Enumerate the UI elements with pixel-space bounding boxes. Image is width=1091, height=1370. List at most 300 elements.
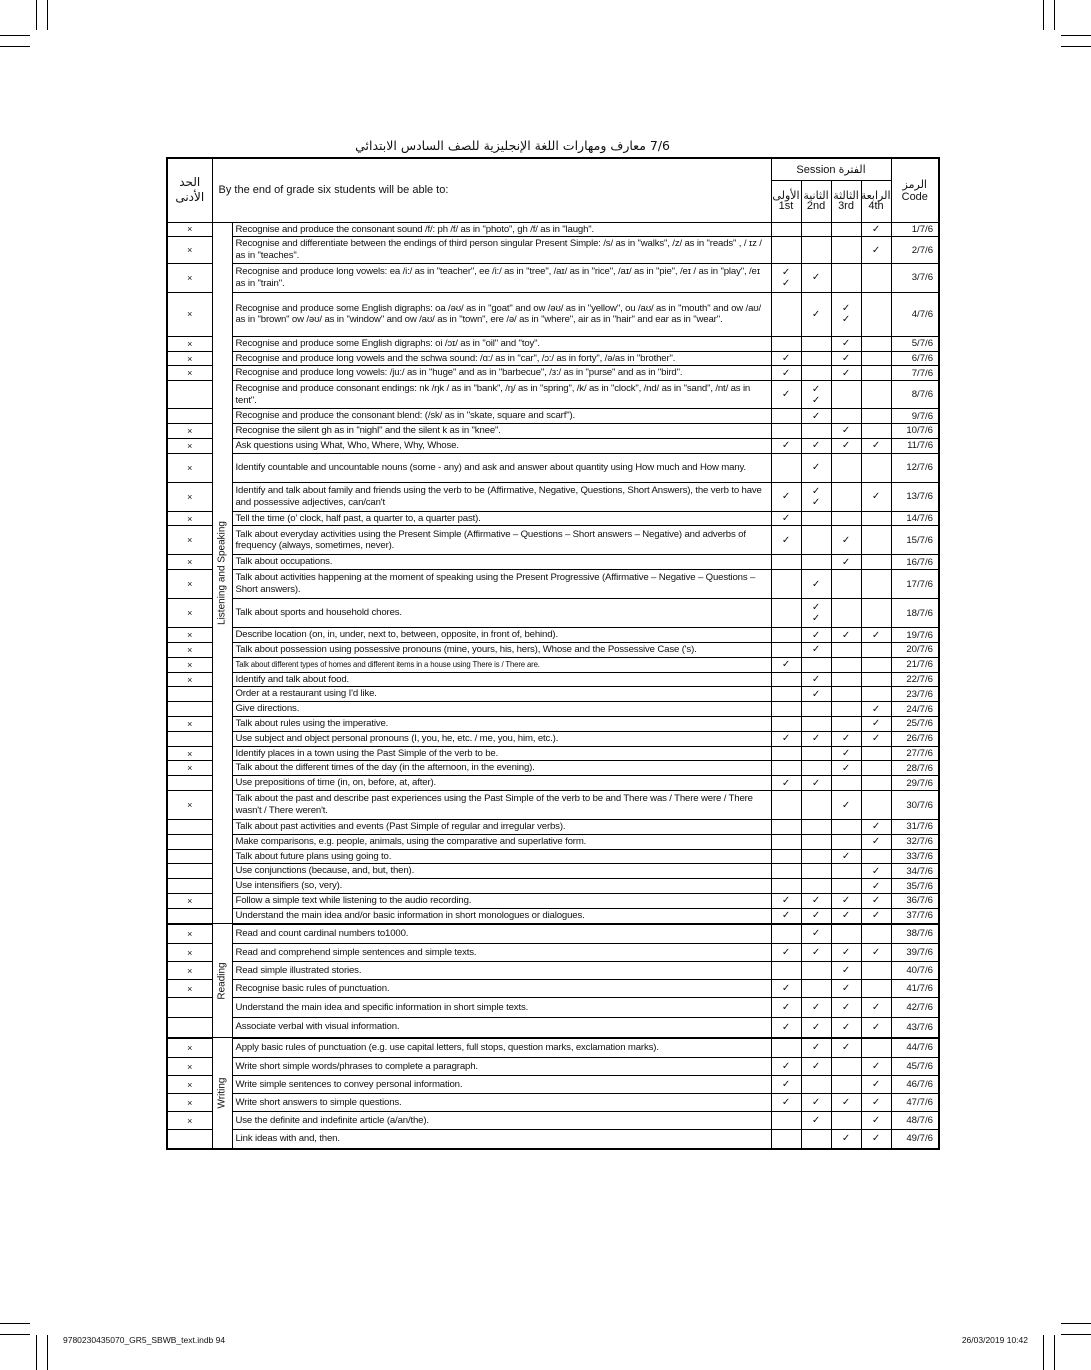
session-4-check [861, 849, 891, 864]
session-3-check [831, 263, 861, 292]
outcome-code: 8/7/6 [891, 381, 939, 409]
min-mark: × [167, 1058, 212, 1076]
table-row [167, 1018, 939, 1038]
session-4-check: ✓ [861, 894, 891, 909]
outcome-code: 20/7/6 [891, 643, 939, 658]
table-row [167, 657, 939, 672]
outcome-description: Talk about different types of homes and different items in a house using There is / There are. [232, 657, 771, 672]
session-3-check: ✓ [831, 849, 861, 864]
session-1-check [771, 672, 801, 687]
session-4-check [861, 791, 891, 820]
crop-mark [1054, 1335, 1055, 1370]
session-1-check [771, 1038, 801, 1058]
outcome-code: 35/7/6 [891, 879, 939, 894]
outcome-code: 15/7/6 [891, 526, 939, 555]
session-2-check [801, 864, 831, 879]
table-row [167, 482, 939, 511]
session-4-check [861, 599, 891, 628]
outcome-code: 4/7/6 [891, 292, 939, 336]
session-3-check [831, 657, 861, 672]
session-1-check: ✓ [771, 1058, 801, 1076]
min-mark: × [167, 628, 212, 643]
min-mark [167, 908, 212, 923]
min-mark: × [167, 643, 212, 658]
session-1-check [771, 599, 801, 628]
table-row [167, 1038, 939, 1058]
outcome-description: Identify places in a town using the Past Simple of the verb to be. [232, 746, 771, 761]
min-mark [167, 776, 212, 791]
session-4-check [861, 672, 891, 687]
skill-label: Listening and Speaking [216, 520, 228, 625]
session-1-check: ✓ [771, 731, 801, 746]
session-1-check: ✓ [771, 908, 801, 923]
min-mark: × [167, 292, 212, 336]
session-1-check [771, 746, 801, 761]
session-4-check: ✓ [861, 1094, 891, 1112]
session-3-check [831, 702, 861, 717]
crop-mark [1061, 1323, 1091, 1324]
session-4-check [861, 381, 891, 409]
footer-right: 26/03/2019 10:42 [961, 1335, 1028, 1345]
session-1-check [771, 924, 801, 944]
session-4-check [861, 555, 891, 570]
outcome-code: 40/7/6 [891, 962, 939, 980]
session-4-check [861, 570, 891, 599]
min-mark [167, 702, 212, 717]
skill-label: Writing [216, 1077, 228, 1109]
min-mark [167, 1018, 212, 1038]
table-row [167, 791, 939, 820]
outcome-description: Link ideas with and, then. [232, 1130, 771, 1149]
min-mark: × [167, 657, 212, 672]
session-4-check: ✓ [861, 1076, 891, 1094]
session-2-check [801, 980, 831, 998]
table-row [167, 222, 939, 237]
session-4-check [861, 511, 891, 526]
session-3-check: ✓ [831, 366, 861, 381]
outcome-code: 22/7/6 [891, 672, 939, 687]
session-label-ar: الفترة [838, 162, 866, 176]
min-mark: × [167, 924, 212, 944]
outcome-description: Give directions. [232, 702, 771, 717]
skill-label: Reading [216, 961, 228, 1000]
session-2-check [801, 555, 831, 570]
session-4-check [861, 409, 891, 424]
outcome-code: 21/7/6 [891, 657, 939, 672]
crop-mark [1061, 1334, 1091, 1335]
session-4-check: ✓ [861, 702, 891, 717]
crop-mark [1043, 0, 1044, 30]
outcome-code: 27/7/6 [891, 746, 939, 761]
session-2-check [801, 717, 831, 732]
min-mark: × [167, 222, 212, 237]
session-1-check [771, 717, 801, 732]
session-1-check [771, 849, 801, 864]
outcome-description: Talk about the past and describe past experiences using the Past Simple of the verb to be and There was / There were / There wasn't / There weren't. [232, 791, 771, 820]
outcome-code: 42/7/6 [891, 998, 939, 1018]
session-2-check [801, 746, 831, 761]
session-1-check [771, 687, 801, 702]
min-mark: × [167, 980, 212, 998]
session-3-check: ✓ [831, 894, 861, 909]
crop-mark [0, 46, 30, 47]
session-3-check [831, 222, 861, 237]
min-mark [167, 849, 212, 864]
min-mark: × [167, 1076, 212, 1094]
table-row [167, 980, 939, 998]
skill-listening-speaking [212, 222, 232, 924]
session-3-check [831, 717, 861, 732]
session-4-check: ✓ [861, 222, 891, 237]
session-1-check: ✓ [771, 1094, 801, 1112]
session-2-check: ✓ [801, 453, 831, 482]
session-3-check [831, 1058, 861, 1076]
session-1-check: ✓ [771, 482, 801, 511]
session-3-check: ✓ [831, 1094, 861, 1112]
outcome-description: Associate verbal with visual information. [232, 1018, 771, 1038]
outcome-description: Talk about activities happening at the moment of speaking using the Present Progressive (Affirmative – Negative – Questions – Short answers). [232, 570, 771, 599]
session-3-check: ✓ [831, 944, 861, 962]
session-1-check: ✓ [771, 526, 801, 555]
table-row [167, 438, 939, 453]
session-3-check [831, 776, 861, 791]
page-title: 7/6 معارف ومهارات اللغة الإنجليزية للصف السادس الابتدائي [355, 138, 670, 153]
skill-writing [212, 1038, 232, 1149]
min-mark [167, 879, 212, 894]
code-label-ar: الرمز [902, 177, 927, 191]
outcome-code: 33/7/6 [891, 849, 939, 864]
session-4-check [861, 980, 891, 998]
outcome-description: Talk about sports and household chores. [232, 599, 771, 628]
outcome-code: 23/7/6 [891, 687, 939, 702]
session-4-check [861, 366, 891, 381]
session-3-check [831, 237, 861, 264]
outcome-description: Use the definite and indefinite article (a/an/the). [232, 1112, 771, 1130]
outcome-code: 45/7/6 [891, 1058, 939, 1076]
session-2-check [801, 1130, 831, 1149]
outcome-description: Order at a restaurant using I'd like. [232, 687, 771, 702]
crop-mark [0, 35, 30, 36]
table-row [167, 351, 939, 366]
session-2-check [801, 834, 831, 849]
min-mark: × [167, 599, 212, 628]
crop-mark [1061, 46, 1091, 47]
table-row [167, 292, 939, 336]
skills-table [166, 157, 940, 1150]
min-mark [167, 409, 212, 424]
session-4-check [861, 453, 891, 482]
session-4-check: ✓ [861, 998, 891, 1018]
session-3-check [831, 864, 861, 879]
session-1-check [771, 237, 801, 264]
session-1-check: ✓ [771, 381, 801, 409]
session-1-check: ✓ [771, 894, 801, 909]
outcome-code: 12/7/6 [891, 453, 939, 482]
session-3-check [831, 381, 861, 409]
session-3-check: ✓ [831, 526, 861, 555]
session-2-check [801, 351, 831, 366]
session-3-check: ✓ [831, 336, 861, 351]
session-4-check: ✓ [861, 834, 891, 849]
session-1-check [771, 555, 801, 570]
min-mark: × [167, 894, 212, 909]
session-4-check [861, 924, 891, 944]
outcome-code: 9/7/6 [891, 409, 939, 424]
session-1-check: ✓ [771, 998, 801, 1018]
table-row [167, 834, 939, 849]
min-mark: × [167, 791, 212, 820]
table-row [167, 1076, 939, 1094]
outcome-code: 2/7/6 [891, 237, 939, 264]
outcome-code: 32/7/6 [891, 834, 939, 849]
session-3-check: ✓ [831, 980, 861, 998]
session-4-check: ✓ [861, 1112, 891, 1130]
min-mark: × [167, 482, 212, 511]
session-1-check [771, 1112, 801, 1130]
table-row [167, 746, 939, 761]
outcome-description: Write simple sentences to convey personal information. [232, 1076, 771, 1094]
session-3-check: ✓ [831, 746, 861, 761]
session-4-check: ✓ [861, 944, 891, 962]
outcome-code: 43/7/6 [891, 1018, 939, 1038]
session-1-check [771, 409, 801, 424]
code-label-en: Code [901, 190, 928, 203]
min-mark [167, 687, 212, 702]
session-2-check: ✓ [801, 438, 831, 453]
session-3-check: ✓ [831, 438, 861, 453]
session-2-check: ✓ [801, 628, 831, 643]
outcome-code: 5/7/6 [891, 336, 939, 351]
table-row [167, 511, 939, 526]
session-4-check: ✓ [861, 864, 891, 879]
session-2-check [801, 879, 831, 894]
crop-mark [47, 1335, 48, 1370]
outcome-description: Identify and talk about family and friends using the verb to be (Affirmative, Negative, Questions, Short Answers), the verb to have and possessive adjectives, can/can't [232, 482, 771, 511]
outcome-description: Talk about everyday activities using the Present Simple (Affirmative – Questions – Short answers – Negative) and adverbs of frequency (always, sometimes, never). [232, 526, 771, 555]
session-2-check: ✓ ✓ [801, 482, 831, 511]
session-2-check: ✓ ✓ [801, 599, 831, 628]
min-mark: × [167, 511, 212, 526]
min-mark [167, 731, 212, 746]
session-2-check: ✓ [801, 643, 831, 658]
table-row [167, 962, 939, 980]
table-row [167, 908, 939, 923]
outcome-description: Use intensifiers (so, very). [232, 879, 771, 894]
outcome-code: 39/7/6 [891, 944, 939, 962]
outcome-description: Identify countable and uncountable nouns (some - any) and ask and answer about quantity using How much and How many. [232, 453, 771, 482]
session-1-check: ✓ [771, 1018, 801, 1038]
session-4-check [861, 776, 891, 791]
min-mark: × [167, 1094, 212, 1112]
table-row [167, 702, 939, 717]
session-3-check [831, 924, 861, 944]
session-3-check [831, 570, 861, 599]
table-row [167, 237, 939, 264]
session-1-check [771, 643, 801, 658]
outcome-description: Follow a simple text while listening to the audio recording. [232, 894, 771, 909]
outcome-code: 19/7/6 [891, 628, 939, 643]
session-2-check [801, 791, 831, 820]
outcome-description: Talk about past activities and events (Past Simple of regular and irregular verbs). [232, 820, 771, 835]
outcome-code: 29/7/6 [891, 776, 939, 791]
session-3-check [831, 1076, 861, 1094]
outcome-description: Identify and talk about food. [232, 672, 771, 687]
min-mark: × [167, 761, 212, 776]
outcome-code: 25/7/6 [891, 717, 939, 732]
min-mark: × [167, 336, 212, 351]
outcome-description: Read and count cardinal numbers to1000. [232, 924, 771, 944]
min-mark: × [167, 453, 212, 482]
table-row [167, 776, 939, 791]
session-2-check: ✓ [801, 292, 831, 336]
min-mark: × [167, 672, 212, 687]
session-4-check: ✓ [861, 908, 891, 923]
outcome-code: 16/7/6 [891, 555, 939, 570]
session-2-check: ✓ [801, 263, 831, 292]
session-1-check [771, 1130, 801, 1149]
outcome-code: 34/7/6 [891, 864, 939, 879]
session-2-check [801, 511, 831, 526]
outcome-code: 17/7/6 [891, 570, 939, 599]
outcome-description: Write short simple words/phrases to complete a paragraph. [232, 1058, 771, 1076]
table-row [167, 717, 939, 732]
session-3-check [831, 820, 861, 835]
min-header: الحد الأدنى [167, 158, 212, 222]
session-3-check: ✓ [831, 351, 861, 366]
outcome-code: 14/7/6 [891, 511, 939, 526]
session-1-check: ✓ ✓ [771, 263, 801, 292]
min-mark: × [167, 555, 212, 570]
session-3-header: الثالثة 3rd [831, 180, 861, 222]
session-3-check: ✓ [831, 1130, 861, 1149]
outcome-description: Talk about the different times of the day (in the afternoon, in the evening). [232, 761, 771, 776]
table-row [167, 1112, 939, 1130]
min-mark [167, 381, 212, 409]
session-1-check: ✓ [771, 366, 801, 381]
table-row [167, 643, 939, 658]
outcome-description: Read simple illustrated stories. [232, 962, 771, 980]
session-3-check: ✓ [831, 998, 861, 1018]
crop-mark [0, 1334, 30, 1335]
session-2-check: ✓ [801, 944, 831, 962]
session-3-check: ✓ [831, 962, 861, 980]
outcome-code: 7/7/6 [891, 366, 939, 381]
session-3-check: ✓ [831, 761, 861, 776]
session-3-check: ✓ ✓ [831, 292, 861, 336]
table-row [167, 879, 939, 894]
crop-mark [0, 1323, 30, 1324]
crop-mark [36, 0, 37, 30]
min-mark: × [167, 962, 212, 980]
outcome-code: 13/7/6 [891, 482, 939, 511]
session-3-check [831, 599, 861, 628]
session-2-check: ✓ [801, 672, 831, 687]
session-2-check: ✓ [801, 1094, 831, 1112]
min-mark: × [167, 526, 212, 555]
session-4-check [861, 962, 891, 980]
session-2-check: ✓ [801, 687, 831, 702]
session-2-check: ✓ [801, 409, 831, 424]
session-2-check: ✓ [801, 924, 831, 944]
session-2-check [801, 336, 831, 351]
outcome-description: Talk about future plans using going to. [232, 849, 771, 864]
session-4-check: ✓ [861, 1058, 891, 1076]
min-mark: × [167, 746, 212, 761]
session-3-check [831, 834, 861, 849]
crop-mark [36, 1335, 37, 1370]
session-2-check [801, 657, 831, 672]
table-row [167, 687, 939, 702]
session-2-check: ✓ [801, 1112, 831, 1130]
table-row [167, 894, 939, 909]
min-mark: × [167, 1038, 212, 1058]
session-4-check [861, 336, 891, 351]
outcome-description: Recognise and produce some English digraphs: oi /ɔɪ/ as in "oil" and "toy". [232, 336, 771, 351]
table-row [167, 409, 939, 424]
outcome-description: Recognise and produce long vowels: /ju:/ as in "huge" and as in "barbecue", /з:/ as in "purse" and as in "bird". [232, 366, 771, 381]
session-4-check [861, 643, 891, 658]
outcome-code: 36/7/6 [891, 894, 939, 909]
table-row [167, 924, 939, 944]
outcome-description: Recognise basic rules of punctuation. [232, 980, 771, 998]
session-2-check: ✓ [801, 998, 831, 1018]
min-mark [167, 820, 212, 835]
outcome-description: Recognise and produce long vowels and the schwa sound: /ɑ:/ as in "car", /ɔ:/ as in forty", /ə/as in "brother". [232, 351, 771, 366]
session-2-check [801, 820, 831, 835]
session-1-check: ✓ [771, 980, 801, 998]
outcome-description: Use prepositions of time (in, on, before, at, after). [232, 776, 771, 791]
session-4-check: ✓ [861, 820, 891, 835]
session-4-check: ✓ [861, 717, 891, 732]
session-2-check [801, 962, 831, 980]
session-1-check: ✓ [771, 776, 801, 791]
session-4-check: ✓ [861, 628, 891, 643]
session-3-check [831, 879, 861, 894]
session-1-check: ✓ [771, 657, 801, 672]
session-4-check [861, 761, 891, 776]
min-mark: × [167, 237, 212, 264]
table-row [167, 731, 939, 746]
session-2-check [801, 526, 831, 555]
session-4-check: ✓ [861, 482, 891, 511]
table-row [167, 761, 939, 776]
outcome-code: 46/7/6 [891, 1076, 939, 1094]
session-4-check [861, 351, 891, 366]
table-row [167, 555, 939, 570]
outcome-code: 3/7/6 [891, 263, 939, 292]
outcome-description: Understand the main idea and/or basic information in short monologues or dialogues. [232, 908, 771, 923]
outcome-code: 49/7/6 [891, 1130, 939, 1149]
session-2-check [801, 222, 831, 237]
session-1-check [771, 336, 801, 351]
table-row [167, 424, 939, 439]
outcome-code: 18/7/6 [891, 599, 939, 628]
outcome-description: Understand the main idea and specific information in short simple texts. [232, 998, 771, 1018]
session-2-check: ✓ [801, 776, 831, 791]
session-2-check [801, 237, 831, 264]
outcome-description: Recognise and produce long vowels: ea /i:/ as in "teacher", ee /i:/ as in "tree", /aɪ/ as in "rice", /aɪ/ as in "pie", /eɪ / as in "play", /eɪ as in "train". [232, 263, 771, 292]
min-mark [167, 834, 212, 849]
session-4-check: ✓ [861, 879, 891, 894]
outcome-description: Talk about possession using possessive pronouns (mine, yours, his, hers), Whose and the Possessive Case ('s). [232, 643, 771, 658]
session-4-check [861, 687, 891, 702]
outcome-code: 37/7/6 [891, 908, 939, 923]
session-1-check [771, 879, 801, 894]
session-label-en: Session [796, 163, 836, 176]
table-row [167, 570, 939, 599]
outcome-description: Recognise the silent gh as in "nighl" and the silent k as in "knee". [232, 424, 771, 439]
session-1-check: ✓ [771, 1076, 801, 1094]
